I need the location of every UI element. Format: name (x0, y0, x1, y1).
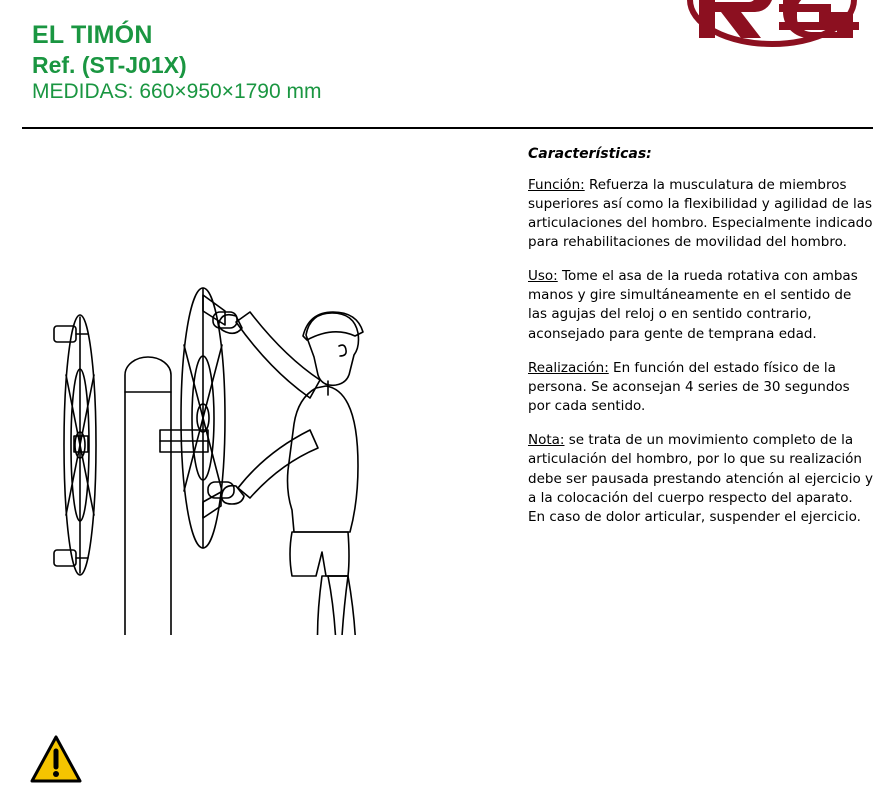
section-nota-body: se trata de un movimiento completo de la articulación del hombro, por lo que su realización debe ser pausada prestando atención al ejercicio y a la colocación del cuerpo respecto del aparato. En caso de dolor articular, suspender el ejercicio. (528, 432, 873, 525)
company-logo (667, 0, 877, 66)
product-dimensions: MEDIDAS: 660×950×1790 mm (32, 79, 322, 103)
section-realizacion-lead: Realización: (528, 359, 609, 376)
characteristics-panel (528, 146, 873, 542)
product-name: EL TIMÓN (32, 21, 153, 49)
section-uso-body: Tome el asa de la rueda rotativa con ambas manos y gire simultáneamente en el sentido de las agujas del reloj o en sentido contrario, aconsejado para gente de temprana edad. (528, 268, 858, 342)
section-realizacion-body: En función del estado físico de la persona. Se aconsejan 4 series de 30 segundos por cada sentido. (528, 359, 850, 415)
header-divider (22, 127, 873, 129)
section-nota-lead: Nota: (528, 432, 565, 449)
warning-icon (30, 735, 82, 765)
section-uso (528, 267, 873, 344)
section-uso-lead: Uso: (528, 268, 558, 285)
product-reference: Ref. (ST-J01X) (32, 51, 187, 78)
product-illustration (10, 130, 510, 635)
document-header (0, 0, 895, 128)
characteristics-heading: Características: (528, 146, 652, 162)
page-title (32, 20, 322, 104)
section-funcion-lead: Función: (528, 176, 585, 193)
section-nota (528, 431, 873, 527)
section-realizacion (528, 359, 873, 416)
section-funcion-body: Refuerza la musculatura de miembros superiores así como la flexibilidad y agilidad de las articulaciones del hombro. Especialmente indicado para rehabilitaciones de movilidad del hombro. (528, 176, 873, 250)
document-body (0, 130, 895, 635)
section-funcion (528, 176, 873, 253)
